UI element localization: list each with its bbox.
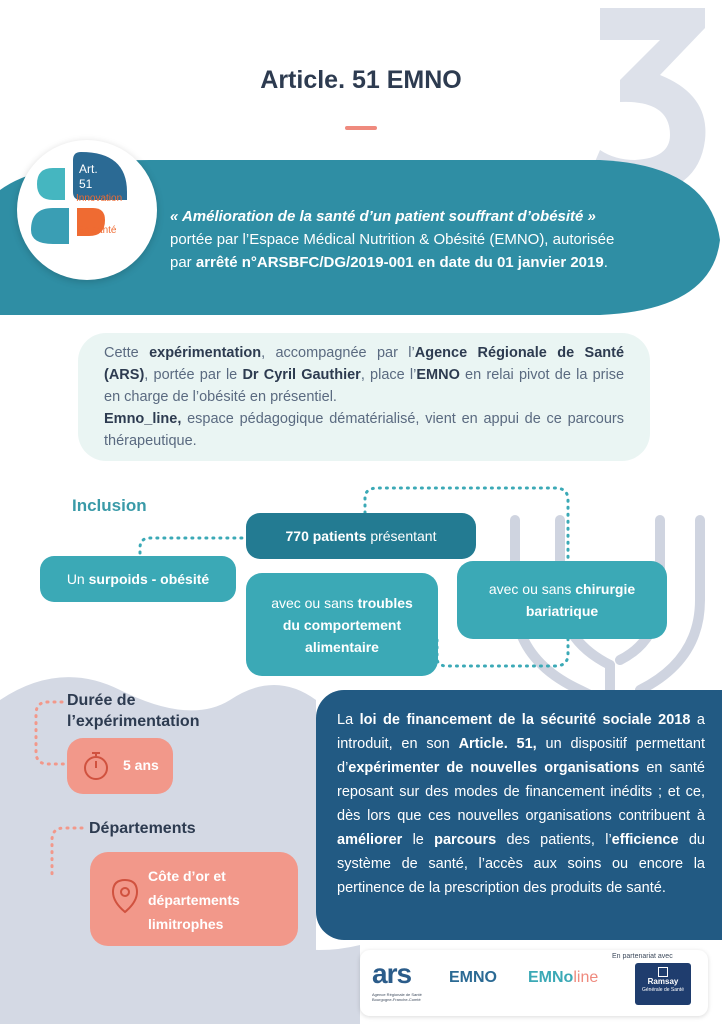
emnoline-logo-a: EMNo <box>528 969 574 986</box>
partners-label: En partenariat avec <box>612 953 673 960</box>
banner-text <box>170 205 690 274</box>
loi-p10: parcours <box>434 832 497 848</box>
stopwatch-icon <box>81 750 111 782</box>
troubles-bold: troubles du comportement alimentaire <box>282 594 413 655</box>
ramsay-emblem-icon <box>658 967 668 977</box>
emnoline-logo-b: line <box>573 969 599 986</box>
loi-p6: expérimenter de nouvelles organisations <box>348 760 640 776</box>
surpoids-pre: Un <box>66 571 89 587</box>
expe-s11: espace pédagogique dématérialisé, vient en appui de ce parcours thérapeutique. <box>104 411 624 449</box>
loi-p3: a introduit, en son <box>337 712 706 752</box>
duree-title-l2: l’expérimentation <box>67 713 200 730</box>
loi-p2: loi de financement de la sécurité sociale 2018 <box>359 712 691 728</box>
art51-logo <box>17 140 157 280</box>
expe-s9: en relai pivot de la prise en charge de l’obésité en présentiel. <box>104 367 625 405</box>
page-title: Article. 51 EMNO <box>260 66 462 94</box>
ramsay-logo-a: Ramsay <box>647 977 679 986</box>
duree-title <box>67 690 199 732</box>
troubles-pill <box>246 573 438 676</box>
loi-p9: le <box>402 832 435 848</box>
expe-s4: Agence Régionale de Santé (ARS) <box>104 345 625 383</box>
departements-value: Côte d’or et départements limitrophes <box>148 868 240 932</box>
departements-pill <box>90 852 298 946</box>
chirurgie-pill <box>457 561 667 639</box>
experimentation-text <box>104 342 624 452</box>
expe-s10: Emno_line, <box>104 411 182 427</box>
loi-p12: efficience <box>611 832 679 848</box>
duree-title-l1: Durée de <box>67 692 136 709</box>
ars-logo-text: ars <box>372 958 412 989</box>
loi-p5: un dispositif permettant d’ <box>337 736 705 776</box>
chirurgie-pre: avec ou sans <box>488 581 576 597</box>
loi-p7: en santé reposant sur des modes de financement inédits ; et ce, dès lors que ces nouvelles organisations contribuent à <box>337 760 705 824</box>
duree-value: 5 ans <box>123 757 159 773</box>
surpoids-pill <box>40 556 236 602</box>
duree-pill <box>67 738 173 794</box>
loi-p11: des patients, l’ <box>496 832 612 848</box>
banner-line3-post: . <box>603 254 608 271</box>
expe-s2: expérimentation <box>149 345 262 361</box>
loi-p13: du système de santé, l’accès aux soins ou encore la pertinence de la prescription des produits de santé. <box>337 832 705 896</box>
emno-logo: EMNO <box>449 969 497 986</box>
patients-pill <box>246 513 476 559</box>
surpoids-bold: surpoids - obésité <box>88 571 210 587</box>
expe-s7: , place l’ <box>360 367 417 383</box>
location-pin-icon <box>110 878 140 914</box>
ars-logo <box>372 958 432 1006</box>
loi-text <box>337 708 705 900</box>
troubles-pre: avec ou sans <box>271 594 358 611</box>
emnoline-logo <box>528 969 598 987</box>
banner-arrete: arrêté n°ARSBFC/DG/2019-001 en date du 01 janvier 2019 <box>195 254 604 271</box>
inclusion-title: Inclusion <box>72 496 147 515</box>
art51-logo-shapes <box>17 140 157 280</box>
art51-line4: En santé <box>77 225 117 236</box>
art51-line3: Innovation <box>76 193 123 204</box>
ars-logo-sub: Agence Régionale de Santé Bourgogne-Franche-Comté <box>372 992 422 1002</box>
patients-post: présentant <box>366 528 437 544</box>
loi-p4: Article. 51, <box>458 736 537 752</box>
ramsay-logo <box>635 963 691 1005</box>
banner-line2: portée par l’Espace Médical Nutrition & Obésité (EMNO), autorisée <box>170 231 615 248</box>
expe-s5: , portée par le <box>144 367 243 383</box>
expe-s3: , accompagnée par l’ <box>261 345 415 361</box>
banner-quote: « Amélioration de la santé d’un patient souffrant d’obésité » <box>170 208 596 225</box>
loi-p1: La <box>337 712 360 728</box>
patients-bold: 770 patients <box>285 528 367 544</box>
ramsay-logo-b: Générale de Santé <box>642 987 684 993</box>
loi-p8: améliorer <box>337 832 403 848</box>
art51-line2: 51 <box>79 177 93 191</box>
art51-line1: Art. <box>79 162 98 176</box>
banner-line3-pre: par <box>170 254 196 271</box>
expe-s1: Cette <box>104 345 150 361</box>
expe-s6: Dr Cyril Gauthier <box>242 367 361 383</box>
expe-s8: EMNO <box>416 367 460 383</box>
title-underline <box>345 126 377 130</box>
chirurgie-bold: chirurgie bariatrique <box>525 581 636 619</box>
departements-title: Départements <box>89 820 196 837</box>
